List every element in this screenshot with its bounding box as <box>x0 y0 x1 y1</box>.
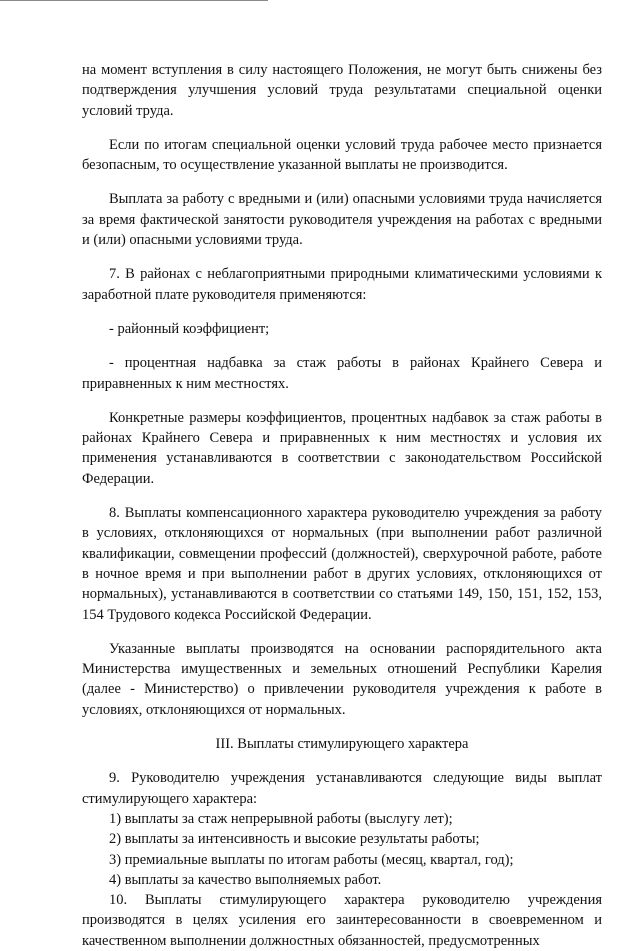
paragraph-continuation: на момент вступления в силу настоящего Положения, не могут быть снижены без подтверждения улучшения условий труда результатами специальной оценки условий труда. <box>82 62 602 119</box>
paragraph-coefficients: Конкретные размеры коэффициентов, процентных надбавок за стаж работы в районах Крайнего Севера и приравненных к ним местностях и условия их применения устанавливаются в соответствии с законодательством Российской Федерации. <box>82 409 602 487</box>
paragraph-9: 9. Руководителю учреждения устанавливаются следующие виды выплат стимулирующего характера: <box>82 770 602 807</box>
list-item: 4) выплаты за качество выполняемых работ. <box>109 871 382 888</box>
page-top-rule <box>0 0 268 1</box>
paragraph-hazard-payment: Выплата за работу с вредными и (или) опасными условиями труда начисляется за время фактической занятости руководителя учреждения на работах с вредными и (или) опасными условиями труда. <box>82 191 602 249</box>
paragraph-10: 10. Выплаты стимулирующего характера руководителю учреждения производятся в целях усиления его заинтересованности в своевременном и качественном выполнении должностных обязанностей, предусмотренных <box>82 892 602 949</box>
paragraph-7: 7. В районах с неблагоприятными природными климатическими условиями к заработной плате руководителя применяются: <box>82 266 602 303</box>
list-item: 3) премиальные выплаты по итогам работы (месяц, квартал, год); <box>109 851 514 868</box>
document-body <box>82 60 602 951</box>
paragraph-ministry-act: Указанные выплаты производятся на основании распорядительного акта Министерства имущественных и земельных отношений Республики Карелия (далее - Министерство) о привлечении руководителя учреждения к работе в условиях, отклоняющихся от нормальных. <box>82 640 602 718</box>
section-heading: III. Выплаты стимулирующего характера <box>215 736 469 753</box>
list-item-regional-coefficient: - районный коэффициент; <box>109 320 270 337</box>
paragraph-8: 8. Выплаты компенсационного характера руководителю учреждения за работу в условиях, отклоняющихся от нормальных (при выполнении работ различной квалификации, совмещении профессий (должностей), сверхурочной работе, работе в ночное время и при выполнении работ в других условиях, отклоняющихся от нормальных), устанавливаются в соответствии со статьями 149, 150, 151, 152, 153, 154 Трудового кодекса Российской Федерации. <box>82 505 602 623</box>
list-item: 1) выплаты за стаж непрерывной работы (выслугу лет); <box>109 810 453 827</box>
list-item-north-allowance: - процентная надбавка за стаж работы в районах Крайнего Севера и приравненных к ним местностях. <box>82 355 602 392</box>
list-item: 2) выплаты за интенсивность и высокие результаты работы; <box>109 831 480 848</box>
paragraph-safe-workplace: Если по итогам специальной оценки условий труда рабочее место признается безопасным, то осуществление указанной выплаты не производится. <box>82 136 602 174</box>
